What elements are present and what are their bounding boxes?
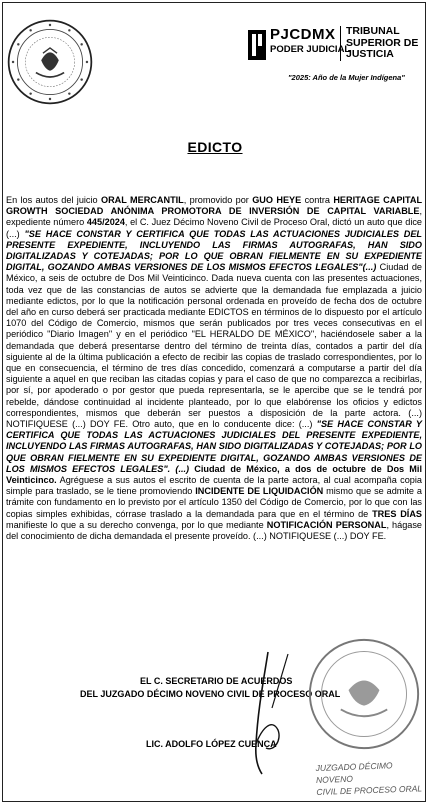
signatory-name: LIC. ADOLFO LÓPEZ CUENCA bbox=[146, 739, 277, 749]
tribunal-name bbox=[340, 26, 418, 61]
body-text: manifieste lo que a su derecho convenga, por lo que mediante bbox=[6, 519, 267, 530]
stamp-line-1: JUZGADO DÉCIMO NOVENO bbox=[315, 760, 393, 785]
year-note: "2025: Año de la Mujer Indígena" bbox=[288, 73, 405, 82]
logo-title: PJCDMX bbox=[270, 26, 336, 43]
body-text: , promovido por bbox=[183, 195, 253, 205]
tribunal-line-3: JUSTICIA bbox=[346, 48, 394, 60]
body-text: , expediente número bbox=[6, 206, 422, 228]
document-title: EDICTO bbox=[187, 139, 243, 155]
court-stamp-text bbox=[315, 758, 430, 798]
body-bold: Ciudad de México, a dos de octubre de Dos Mil Veinticinco. bbox=[6, 463, 422, 486]
body-bold: ORAL MERCANTIL bbox=[100, 195, 184, 205]
pjcdmx-logo-icon bbox=[246, 28, 268, 62]
certification-quote: "SE HACE CONSTAR Y CERTIFICA QUE TODAS LAS ACTUACIONES JUDICIALES DEL PRESENTE EXPEDIENTE, INCLUYENDO LAS FIRMAS AUTOGRAFAS, HAN SIDO DIGITALIZADAS Y COTEJADAS; POR LO QUE OBRAN FIELMENTE EN SU EXPEDIENTE DIGITAL, GOZANDO AMBAS VERSIONES DE LOS MISMOS EFECTOS LEGALES"(...) bbox=[6, 228, 423, 273]
logo-subtitle: PODER JUDICIAL bbox=[270, 44, 351, 55]
stamp-line-2: CIVIL DE PROCESO ORAL bbox=[316, 783, 423, 797]
body-bold: INCIDENTE DE LIQUIDACIÓN bbox=[195, 486, 324, 497]
official-seal-icon bbox=[6, 18, 94, 106]
body-text: Ciudad de México, a seis de octubre de Dos Mil Veinticinco. Dada nueva cuenta con las presentes actuaciones, toda vez que de las constancias de autos se advierte que la demandada fue emplazada a juicio mediante edictos, por lo que la notificación personal ordenada en proveído de fecha dos de octubre del año en curso deberá ser practicada mediante EDICTOS en términos de lo dispuesto por el artículo 1070 del Código de Comercio, mismos que serán publicados por tres veces consecutivas en el periódico "Diario Imagen" y en el periódico "EL HERALDO DE MÉXICO", haciéndosele saber a la demandada que deberá presentarse dentro del término de treinta días, contados a partir del día siguiente al de la última publicación a efecto de recibir las copias de traslado correspondientes, por lo que en consecuencia, el término de tres días concedido, comenzará a computarse a partir del día siguiente a aquel en que reciban las citadas copias y para el caso de que no comparezca a recibirlas, por sí, por apoderado o por gestor que pueda representarla, se le apercibe que se le tendrá por rebelde, dándose continuidad al incidente planteado, por lo que elabórense los oficios y edictos correspondientes, mismos que deberán ser puestos a disposición de la parte actora. (...) NOTIFIQUESE (...) DOY FE. Otro auto, que en lo conducente dice: (...) bbox=[6, 262, 422, 430]
court-seal-icon bbox=[306, 636, 422, 752]
handwritten-signature-icon bbox=[238, 648, 308, 778]
secretary-title: EL C. SECRETARIO DE ACUERDOS bbox=[140, 676, 293, 686]
body-text: contra bbox=[301, 195, 334, 205]
body-bold: NOTIFICACIÓN PERSONAL bbox=[266, 519, 387, 530]
certification-quote: "SE HACE CONSTAR Y CERTIFICA QUE TODAS LAS ACTUACIONES JUDICIALES DEL PRESENTE EXPEDIENTE, INCLUYENDO LAS FIRMAS AUTOGRAFAS, HAN SIDO DIGITALIZADAS Y COTEJADAS; POR LO QUE OBRAN FIELMENTE EN SU EXPEDIENTE DIGITAL, GOZANDO AMBAS VERSIONES DE LOS MISMOS EFECTOS LEGALES". (...) bbox=[6, 419, 422, 474]
court-name: DEL JUZGADO DÉCIMO NOVENO CIVIL DE PROCESO ORAL bbox=[80, 688, 341, 699]
tribunal-line-2: SUPERIOR DE bbox=[346, 36, 419, 49]
logo-text bbox=[270, 27, 350, 56]
edict-body bbox=[6, 195, 422, 542]
body-text: , el C. Juez Décimo Noveno Civil de Proceso Oral, dictó un auto que dice (...) bbox=[6, 217, 422, 239]
body-bold: GUO HEYE bbox=[252, 195, 302, 205]
body-text: mismo que se admite a trámite con fundamento en lo previsto por el artículo 1350 del Código de Comercio, por lo que con las copias simples exhibidas, córrase traslado a la demandada para que en el término de bbox=[6, 486, 422, 519]
body-text: En los autos del juicio bbox=[6, 195, 101, 205]
body-text: Agréguese a sus autos el escrito de cuenta de la parte actora, al cual acompaña copia simple para traslado, se le tiene promoviendo bbox=[6, 475, 422, 497]
body-bold: 445/2024 bbox=[86, 217, 125, 228]
body-bold: HERITAGE CAPITAL GROWTH SOCIEDAD ANÓNIMA PROMOTORA DE INVERSIÓN DE CAPITAL VARIABLE bbox=[6, 195, 423, 217]
body-bold: TRES DÍAS bbox=[372, 508, 422, 519]
body-text: , hágase del conocimiento de dicha demandada el presente proveído. (...) NOTIFIQUESE (...) DOY FE. bbox=[6, 519, 422, 542]
tribunal-line-1: TRIBUNAL bbox=[346, 25, 400, 37]
